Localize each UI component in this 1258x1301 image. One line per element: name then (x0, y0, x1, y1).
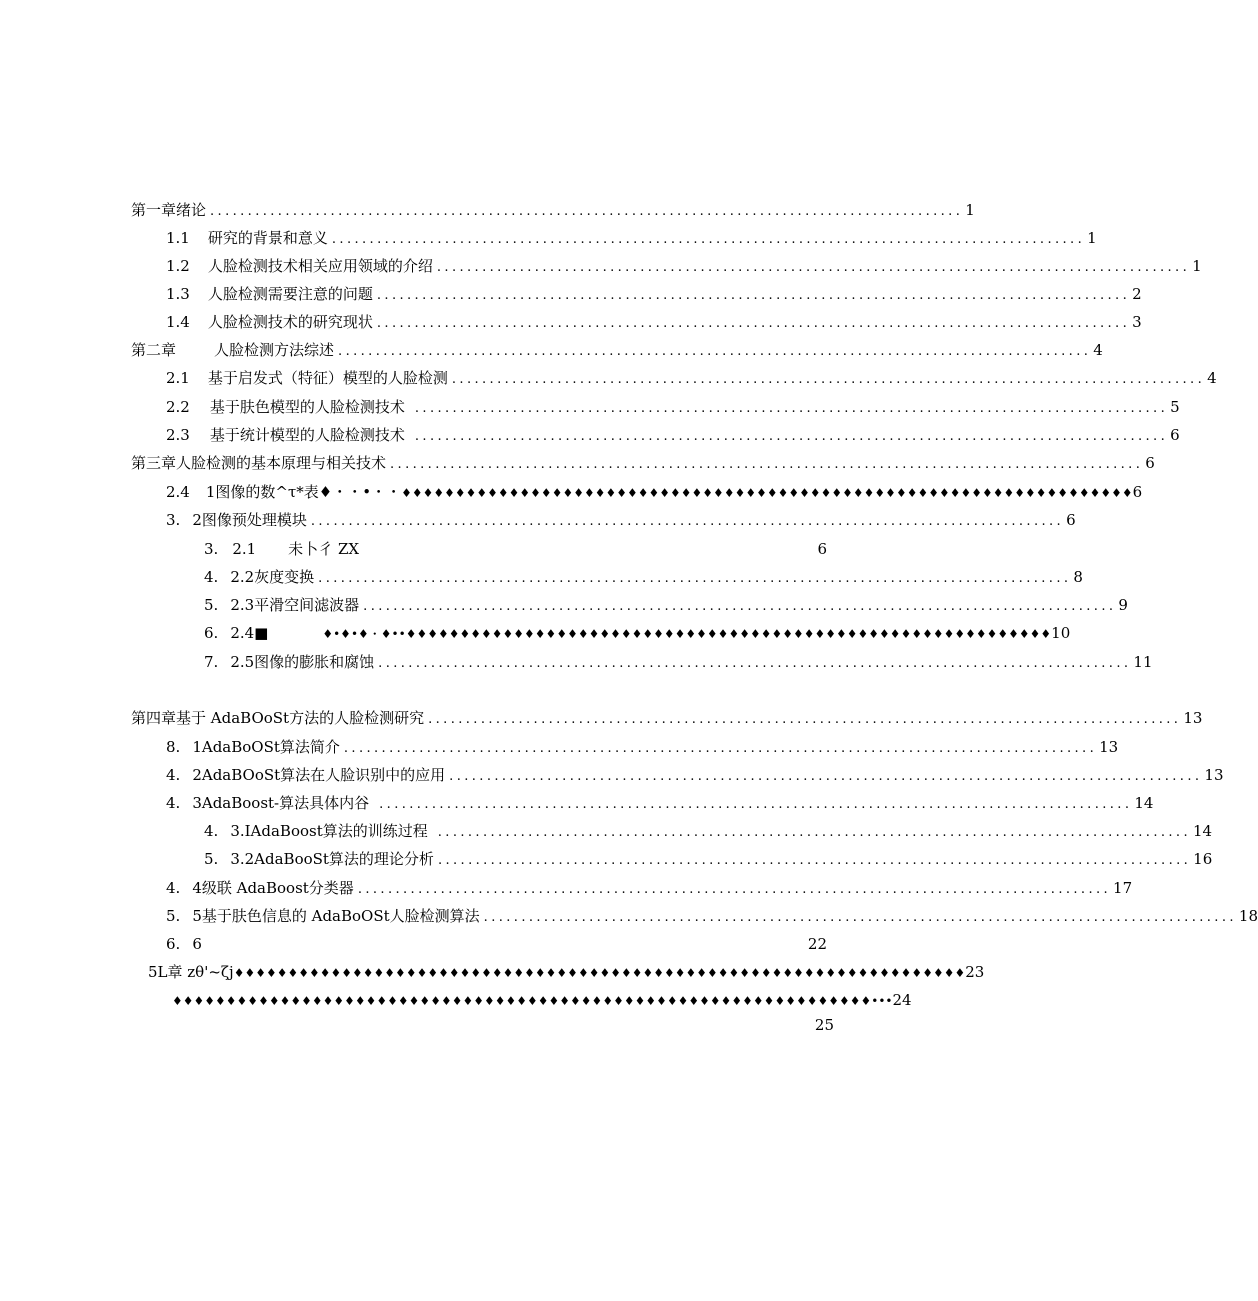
dot-leader: .................................................................................................... (363, 599, 1117, 614)
toc-title: 5基于肤色信息的 AdaBoOSt人脸检测算法 (192, 907, 480, 925)
toc-number: 4. (166, 766, 181, 784)
toc-number: 1.1 (166, 229, 190, 247)
toc-page-number: 6 (1170, 426, 1180, 444)
toc-number: 3. (204, 540, 219, 558)
toc-number: 4. (204, 568, 219, 586)
toc-page-number: 13 (1183, 709, 1203, 727)
toc-entry-1-1[interactable] (166, 227, 1097, 249)
dot-leader: .................................................................................................... (437, 853, 1192, 868)
toc-title: 2.4■ (230, 624, 269, 642)
diamond-leader: ♦♦♦♦♦♦♦♦♦♦♦♦♦♦♦♦♦♦♦♦♦♦♦♦♦♦♦♦♦♦♦♦♦♦♦♦♦♦♦♦♦♦♦♦♦♦♦♦♦♦♦♦♦♦♦♦♦♦♦♦♦♦♦♦♦♦♦♦ (233, 966, 966, 980)
toc-page-number: 14 (1134, 794, 1154, 812)
toc-entry-4-2[interactable] (166, 764, 1224, 786)
toc-entry-4-4[interactable] (166, 877, 1133, 899)
toc-number: 1.4 (166, 313, 190, 331)
toc-number: 6. (166, 935, 181, 953)
toc-page-number: 6 (1066, 511, 1076, 529)
diamond-leader: ♦♦♦♦♦♦♦♦♦♦♦♦♦♦♦♦♦♦♦♦♦♦♦♦♦♦♦♦♦♦♦♦♦♦♦♦♦♦♦♦♦♦♦♦♦♦♦♦♦♦♦♦♦♦♦♦♦♦♦♦♦♦♦♦♦♦♦♦ (401, 486, 1133, 500)
toc-entry-3-2-2[interactable] (204, 566, 1083, 588)
toc-entry-2-2[interactable] (166, 396, 1180, 418)
toc-title: 1AdaBoOSt算法简介 (192, 738, 340, 756)
dot-leader: .................................................................................................... (414, 401, 1169, 416)
toc-title: 6 (192, 935, 202, 953)
toc-number: 1.3 (166, 285, 190, 303)
toc-subnumber: 2.1 (232, 540, 257, 558)
toc-page-number: 1 (1087, 229, 1097, 247)
toc-number: 3. (166, 511, 181, 529)
toc-entry-1-4[interactable] (166, 311, 1142, 333)
toc-page-number: 10 (1051, 624, 1071, 642)
toc-entry-4-3-2[interactable] (204, 848, 1213, 870)
dot-leader: .................................................................................................... (378, 656, 1132, 671)
toc-number: 2.1 (166, 369, 190, 387)
toc-number: 5. (204, 850, 219, 868)
toc-page-number: 17 (1113, 879, 1133, 897)
dot-leader: .................................................................................................... (210, 204, 964, 219)
toc-entry-chapter-5[interactable] (148, 961, 985, 983)
toc-title: 人脸检测需要注意的问题 (207, 285, 373, 303)
dot-leader: .................................................................................................... (310, 514, 1065, 529)
dot-leader: .................................................................................................... (318, 571, 1072, 586)
diamond-leader: ♦♦♦♦♦♦♦♦♦♦♦♦♦♦♦♦♦♦♦♦♦♦♦♦♦♦♦♦♦♦♦♦♦♦♦♦♦♦♦♦♦♦♦♦♦♦♦♦♦♦♦♦♦♦♦♦♦♦♦♦♦♦♦♦♦••• (172, 994, 893, 1008)
toc-number: 2.3 (166, 426, 190, 444)
toc-page-number: 24 (892, 991, 912, 1009)
toc-number: 5. (204, 596, 219, 614)
toc-garbled-title: ♦•♦•♦・♦•• (322, 627, 406, 641)
toc-entry-chapter-2[interactable] (131, 339, 1103, 361)
toc-page-number: 3 (1132, 313, 1142, 331)
dot-leader: .................................................................................................... (449, 769, 1203, 784)
dot-leader: .................................................................................................... (436, 260, 1191, 275)
toc-title: 3.2AdaBooSt算法的理论分析 (230, 850, 434, 868)
toc-number: 5. (166, 907, 181, 925)
toc-page-number-last: 25 (814, 1016, 834, 1034)
dot-leader: .................................................................................................... (437, 825, 1191, 840)
dot-leader: .................................................................................................... (331, 232, 1086, 247)
toc-number: 4. (166, 794, 181, 812)
toc-page-number: 5 (1170, 398, 1180, 416)
toc-title: 5L章 zθ'~ζj (148, 963, 234, 981)
toc-page-number: 11 (1133, 653, 1153, 671)
toc-number: 1.2 (166, 257, 190, 275)
dot-leader: .................................................................................................... (390, 457, 1144, 472)
toc-entry-chapter-3[interactable] (131, 452, 1155, 474)
toc-title: 2.5图像的膨胀和腐蚀 (230, 653, 375, 671)
toc-page-number: 14 (1192, 822, 1213, 840)
dot-leader: .................................................................................................... (376, 288, 1131, 303)
toc-entry-chapter-1[interactable] (131, 199, 975, 221)
toc-page-number: 18 (1238, 907, 1258, 925)
toc-chapter-label: 第二章 (131, 341, 177, 359)
toc-page-number: 13 (1099, 738, 1119, 756)
toc-page-number: 6 (817, 540, 827, 558)
toc-number: 7. (204, 653, 219, 671)
toc-entry-1-3[interactable] (166, 283, 1142, 305)
toc-page-number: 1 (1192, 257, 1202, 275)
toc-entry-2-3[interactable] (166, 424, 1180, 446)
toc-page-number: 9 (1118, 596, 1128, 614)
toc-page-number: 6 (1145, 454, 1155, 472)
toc-title: 基于肤色模型的人脸检测技术 (209, 398, 405, 416)
dot-leader: .................................................................................................... (343, 741, 1098, 756)
diamond-leader: ♦♦♦♦♦♦♦♦♦♦♦♦♦♦♦♦♦♦♦♦♦♦♦♦♦♦♦♦♦♦♦♦♦♦♦♦♦♦♦♦♦♦♦♦♦♦♦♦♦♦♦♦♦♦♦♦♦♦♦♦ (405, 627, 1052, 641)
toc-title: 基于启发式（特征）模型的人脸检测 (207, 369, 448, 387)
toc-entry-2-4[interactable] (166, 481, 1143, 503)
toc-page-number: 2 (1132, 285, 1142, 303)
toc-entry-4-6[interactable] (166, 933, 827, 955)
toc-entry-3-2[interactable] (166, 509, 1076, 531)
toc-number: 8. (166, 738, 181, 756)
toc-page-number: 16 (1193, 850, 1213, 868)
toc-title: 2.2灰度变换 (230, 568, 315, 586)
toc-title: 未卜彳 ZX (288, 540, 360, 558)
toc-title: 人脸检测技术相关应用领域的介绍 (207, 257, 433, 275)
dot-leader: .................................................................................................... (376, 316, 1131, 331)
toc-title: 4级联 AdaBoost分类器 (192, 879, 354, 897)
toc-title: 第四章基于 AdaBOoSt方法的人脸检测研究 (131, 709, 425, 727)
toc-title: 1图像的数^τ*表♦・・•・・ (205, 483, 402, 501)
toc-title: 人脸检测方法综述 (214, 341, 335, 359)
toc-title: 3.IAdaBoost算法的训练过程 (230, 822, 428, 840)
toc-entry-4-1[interactable] (166, 736, 1119, 758)
toc-title: 第一章绪论 (131, 201, 207, 219)
toc-title: 2AdaBOoSt算法在人脸识别中的应用 (192, 766, 446, 784)
toc-title: 研究的背景和意义 (207, 229, 328, 247)
dot-leader: .................................................................................................... (414, 429, 1169, 444)
toc-number: 6. (204, 624, 219, 642)
toc-page-number: 23 (965, 963, 985, 981)
toc-page-number: 1 (965, 201, 975, 219)
toc-title: 2.3平滑空间滤波器 (230, 596, 360, 614)
toc-entry-4-5[interactable] (166, 905, 1258, 927)
toc-page-number: 8 (1073, 568, 1083, 586)
toc-title: 人脸检测技术的研究现状 (207, 313, 373, 331)
dot-leader: .................................................................................................... (483, 910, 1237, 925)
toc-entry-chapter-4[interactable] (131, 707, 1203, 729)
dot-leader: .................................................................................................... (379, 797, 1133, 812)
toc-entry-3-2-4[interactable] (204, 622, 1071, 644)
toc-entry-2-1[interactable] (166, 367, 1217, 389)
dot-leader: .................................................................................................... (357, 882, 1112, 897)
dot-leader: .................................................................................................... (428, 712, 1182, 727)
toc-entry-1-2[interactable] (166, 255, 1202, 277)
toc-title: 基于统计模型的人脸检测技术 (209, 426, 405, 444)
toc-entry-garbled[interactable] (172, 989, 912, 1011)
toc-title: 3AdaBoost-算法具体内谷 (192, 794, 370, 812)
dot-leader: .................................................................................................... (451, 372, 1206, 387)
toc-number: 4. (204, 822, 219, 840)
toc-entry-3-2-3[interactable] (204, 594, 1128, 616)
dot-leader: .................................................................................................... (338, 344, 1092, 359)
toc-entry-3-2-1[interactable] (204, 538, 827, 560)
toc-number: 4. (166, 879, 181, 897)
toc-page-number: 6 (1132, 483, 1143, 501)
toc-page-number: 13 (1204, 766, 1224, 784)
toc-page-number: 4 (1093, 341, 1103, 359)
toc-entry-3-2-5[interactable] (204, 651, 1153, 673)
toc-page-number: 4 (1207, 369, 1217, 387)
toc-number: 2.4 (166, 483, 190, 501)
toc-title: 第三章人脸检测的基本原理与相关技术 (131, 454, 387, 472)
toc-entry-4-3-1[interactable] (204, 820, 1213, 842)
toc-title: 2图像预处理模块 (192, 511, 307, 529)
toc-number: 2.2 (166, 398, 190, 416)
toc-page-number: 22 (807, 935, 827, 953)
toc-entry-4-3[interactable] (166, 792, 1154, 814)
